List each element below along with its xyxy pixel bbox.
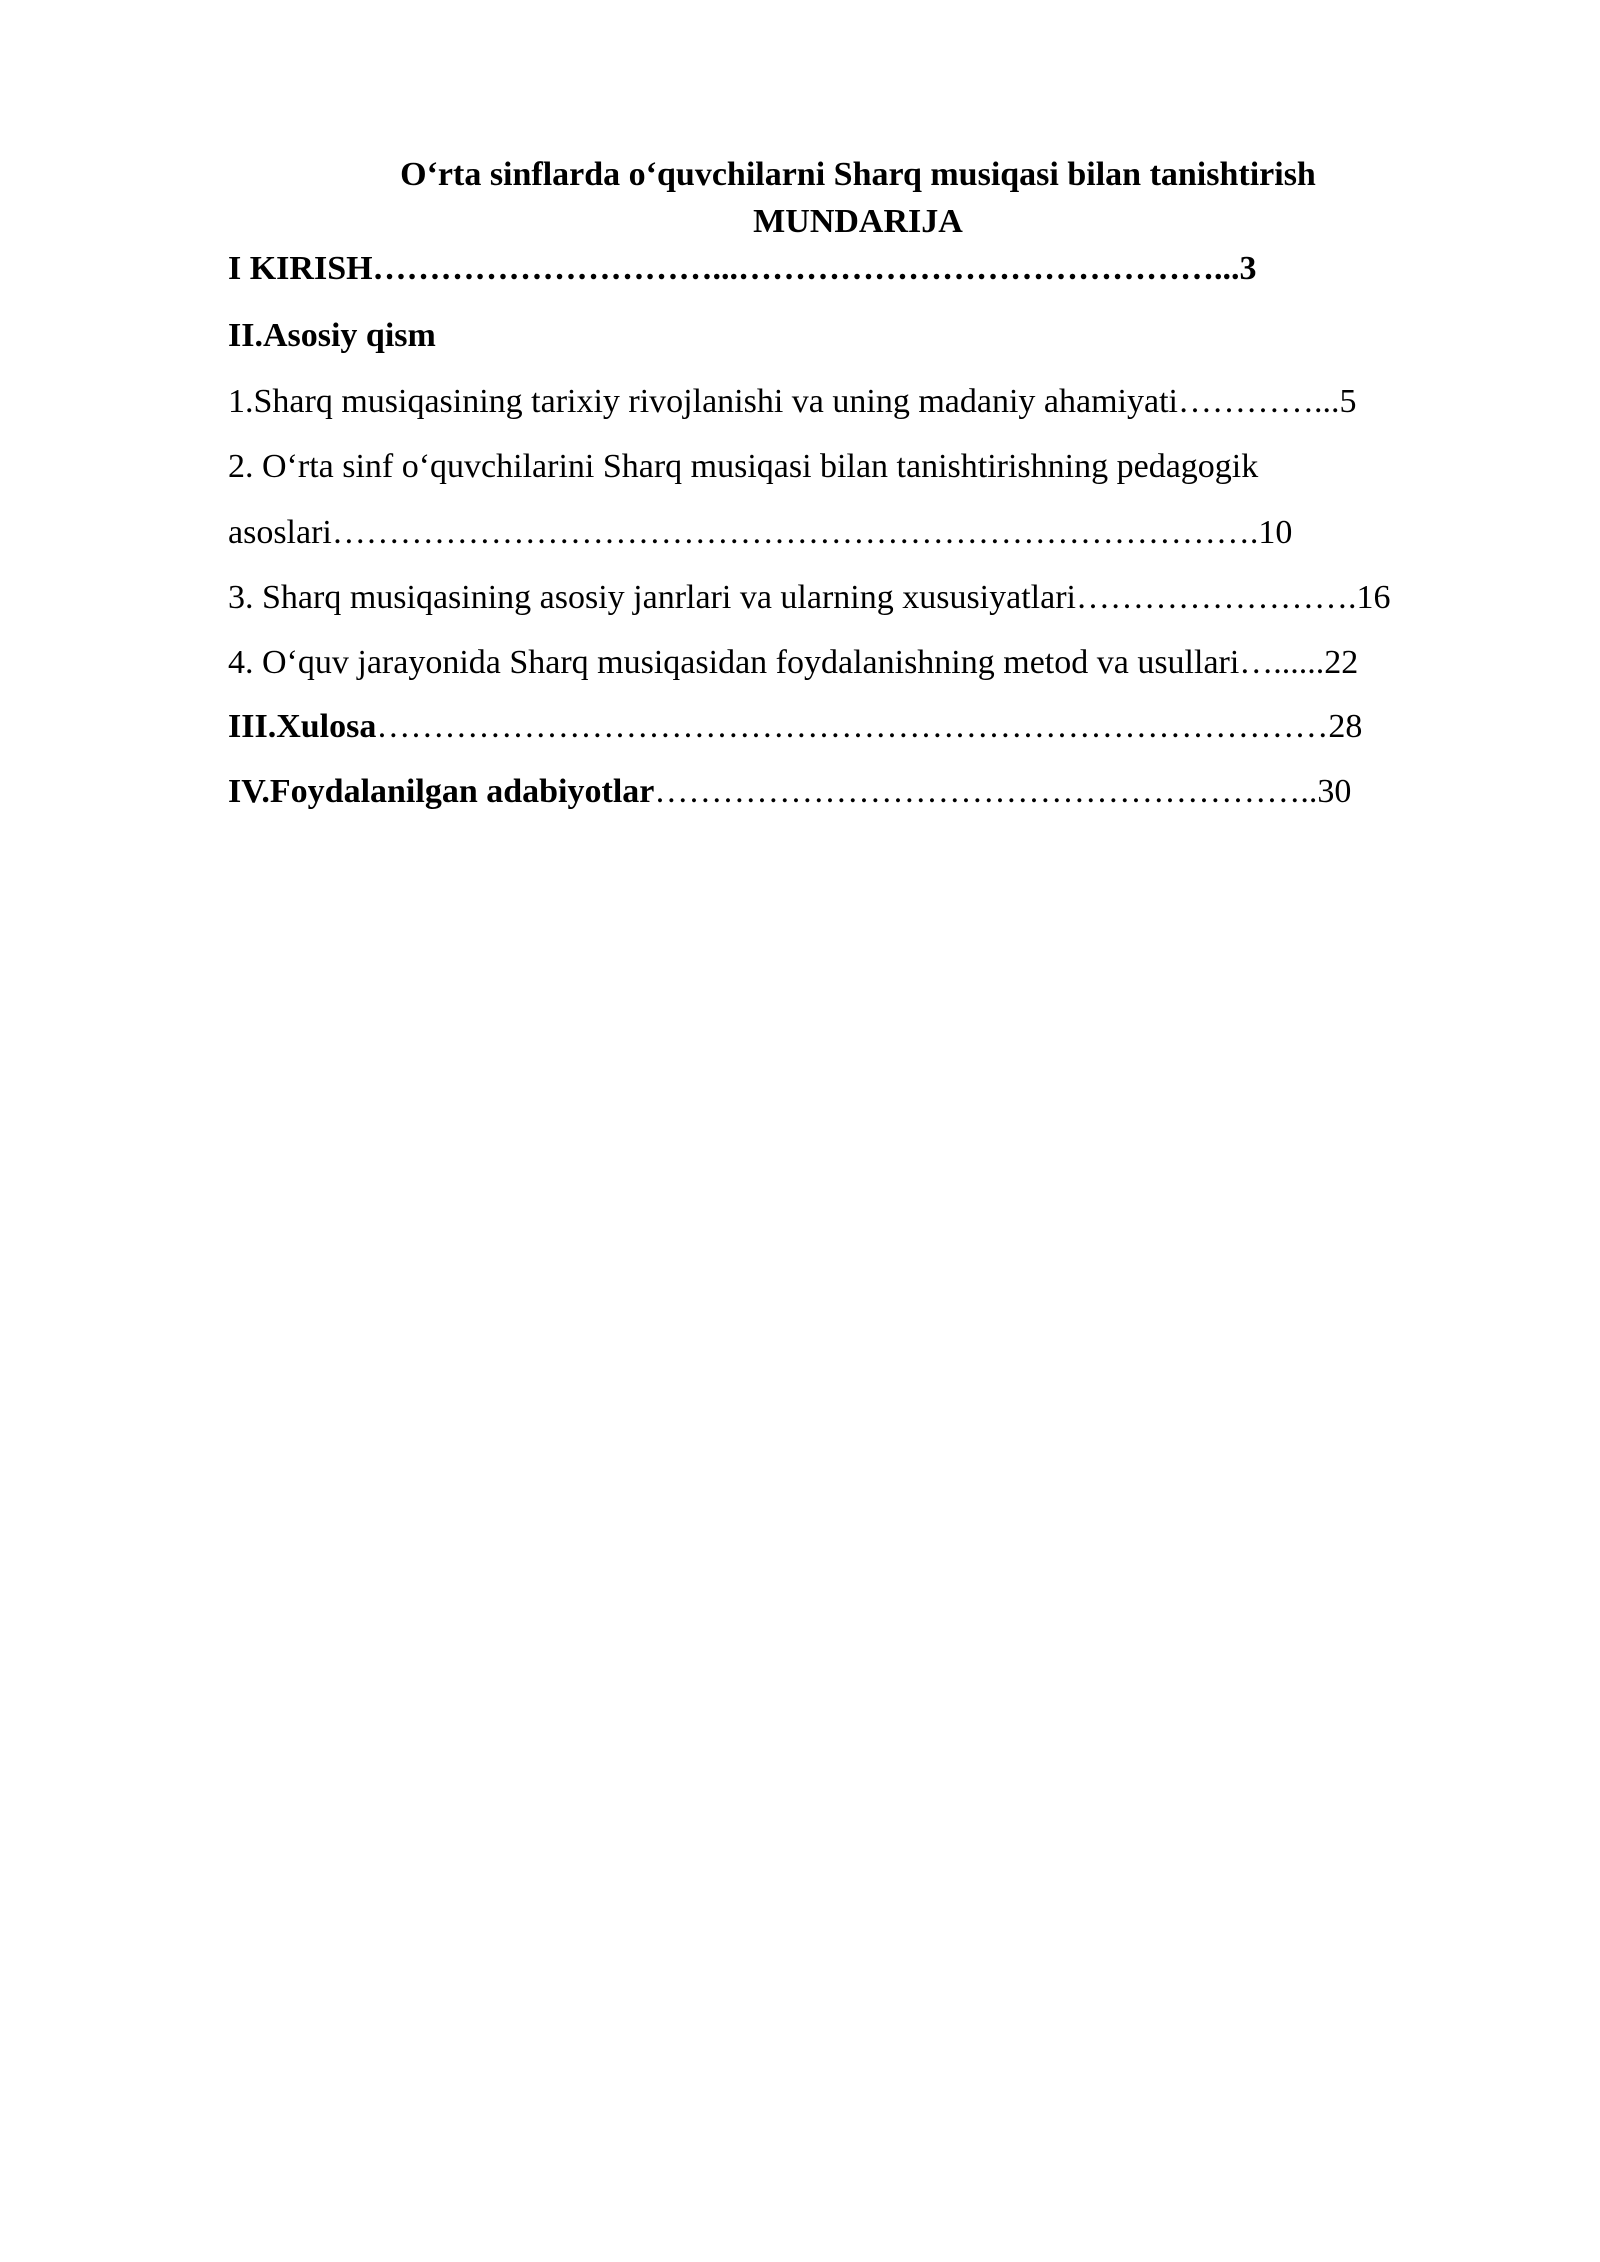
toc-entry-3: 3. Sharq musiqasining asosiy janrlari va ularning xususiyatlari…………………….16: [228, 579, 1391, 616]
toc-heading: MUNDARIJA: [753, 203, 963, 240]
toc-entry-adabiyot-leader: …………………………………………………..30: [654, 773, 1352, 810]
toc-entry-xulosa: [228, 705, 1362, 749]
toc-section-asosiy: II.Asosiy qism: [228, 317, 436, 354]
toc-entry-adabiyot: [228, 770, 1351, 814]
toc-entry-kirish: I KIRISH…………………………...……………………………………...3: [228, 250, 1257, 287]
document-title: O‘rta sinflarda o‘quvchilarni Sharq musiqasi bilan tanishtirish: [400, 156, 1316, 193]
toc-entry-2-line2: asoslari……………………………………………………………………….10: [228, 514, 1293, 551]
toc-entry-xulosa-leader: …………………………………………………………………………28: [376, 708, 1363, 745]
toc-entry-1: 1.Sharq musiqasining tarixiy rivojlanishi va uning madaniy ahamiyati…………...5: [228, 383, 1357, 420]
toc-entry-adabiyot-label: IV.Foydalanilgan adabiyotlar: [228, 773, 655, 810]
toc-entry-2-line1: 2. O‘rta sinf o‘quvchilarini Sharq musiqasi bilan tanishtirishning pedagogik: [228, 448, 1259, 485]
toc-entry-xulosa-label: III.Xulosa: [228, 708, 377, 745]
toc-entry-4: 4. O‘quv jarayonida Sharq musiqasidan foydalanishning metod va usullari…......22: [228, 644, 1359, 681]
